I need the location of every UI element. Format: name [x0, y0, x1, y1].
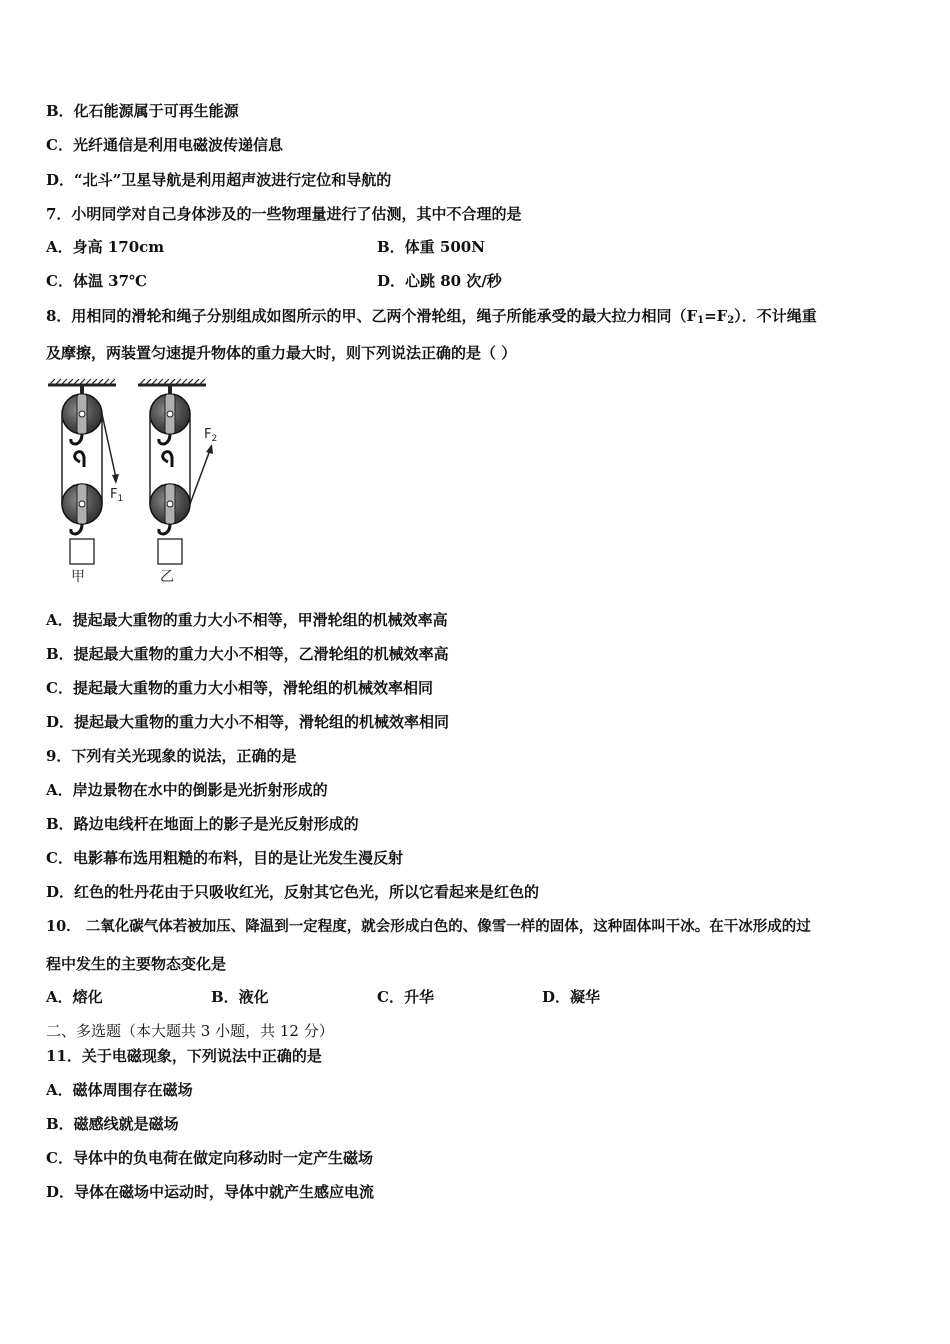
force-label-f2: $F_2$ [204, 427, 218, 444]
pulley-system-right [138, 379, 217, 585]
q9-option-d: D．红色的牡丹花由于只吸收红光，反射其它色光，所以它看起来是红色的 [46, 883, 540, 901]
q7-option-a: A．身高 170cm [46, 238, 165, 256]
q7-option-c: C．体温 37℃ [46, 272, 148, 290]
label-jia: 甲 [71, 569, 85, 585]
q11-option-d: D．导体在磁场中运动时，导体中就产生感应电流 [46, 1183, 375, 1201]
q6-option-c: C．光纤通信是利用电磁波传递信息 [46, 136, 283, 154]
pulley-system-left [48, 379, 123, 585]
q8-option-c: C．提起最大重物的重力大小相等，滑轮组的机械效率相同 [46, 679, 433, 697]
q7-option-b: B．体重 500N [377, 238, 485, 256]
q8-option-d: D．提起最大重物的重力大小不相等，滑轮组的机械效率相同 [46, 713, 450, 731]
q11-option-a: A．磁体周围存在磁场 [46, 1081, 193, 1099]
q9-option-a: A．岸边景物在水中的倒影是光折射形成的 [46, 781, 328, 799]
q9-stem: 9．下列有关光现象的说法，正确的是 [46, 747, 297, 765]
q7-option-d: D．心跳 80 次/秒 [377, 272, 502, 290]
q6-option-d: D．“北斗”卫星导航是利用超声波进行定位和导航的 [46, 171, 392, 189]
q10-stem-line2: 程中发生的主要物态变化是 [46, 955, 227, 973]
q10-option-b: B．液化 [211, 988, 269, 1006]
q8-option-a: A．提起最大重物的重力大小不相等，甲滑轮组的机械效率高 [46, 611, 448, 629]
q7-stem: 7．小明同学对自己身体涉及的一些物理量进行了估测，其中不合理的是 [46, 205, 522, 223]
q10-option-a: A．熔化 [46, 988, 103, 1006]
q10-stem-line1: 10． 二氧化碳气体若被加压、降温到一定程度，就会形成白色的、像雪一样的固体，这种固体叫干冰。在干冰形成的过 [46, 918, 811, 935]
q8-stem-line1: 8．用相同的滑轮和绳子分别组成如图所示的甲、乙两个滑轮组，绳子所能承受的最大拉力相同$(F_1=F_2)$．不计绳重 [46, 307, 817, 326]
q10-option-c: C．升华 [377, 988, 434, 1006]
q9-option-b: B．路边电线杆在地面上的影子是光反射形成的 [46, 815, 359, 833]
q9-option-c: C．电影幕布选用粗糙的布料，目的是让光发生漫反射 [46, 849, 403, 867]
force-label-f1: $F_1$ [110, 487, 124, 504]
q11-option-b: B．磁感线就是磁场 [46, 1115, 179, 1133]
section-heading-multiple-choice: 二、多选题（本大题共 3 小题，共 12 分） [46, 1022, 334, 1040]
q10-option-d: D．凝华 [542, 988, 601, 1006]
label-yi: 乙 [160, 569, 174, 585]
pulley-figure [40, 378, 230, 588]
q8-option-b: B．提起最大重物的重力大小不相等，乙滑轮组的机械效率高 [46, 645, 449, 663]
q11-stem: 11．关于电磁现象，下列说法中正确的是 [46, 1047, 322, 1065]
q11-option-c: C．导体中的负电荷在做定向移动时一定产生磁场 [46, 1149, 373, 1167]
q8-stem-line2: 及摩擦，两装置匀速提升物体的重力最大时，则下列说法正确的是（ ） [46, 344, 517, 362]
q6-option-b: B．化石能源属于可再生能源 [46, 102, 239, 120]
